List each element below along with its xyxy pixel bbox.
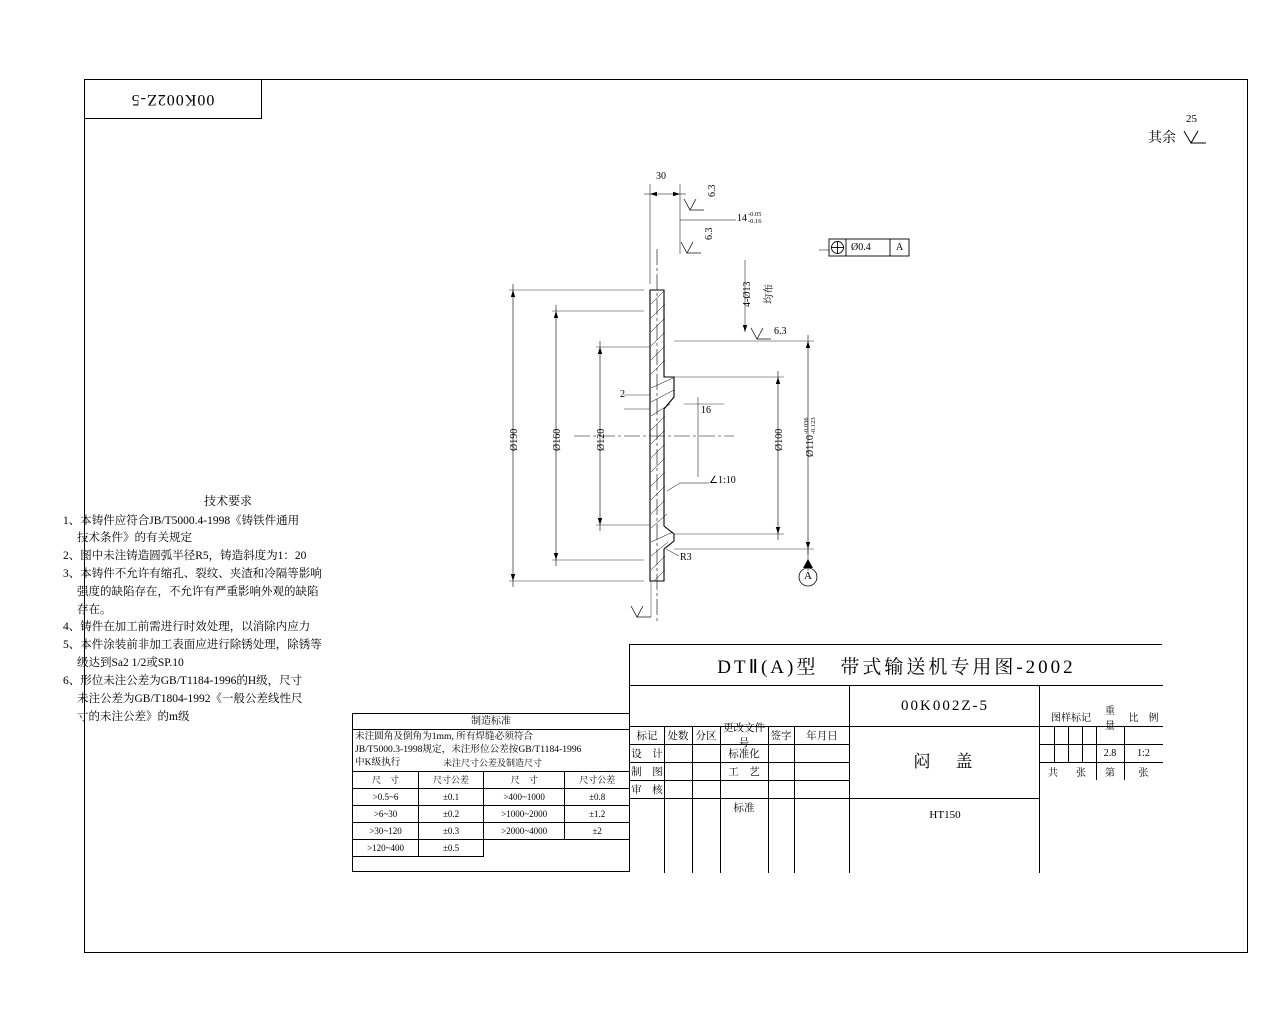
technical-requirements bbox=[63, 492, 393, 726]
mfg-table-line: 未注圆角及倒角为1mm, 所有焊缝必须符合 bbox=[355, 731, 534, 742]
role-process: 工 艺 bbox=[728, 766, 760, 778]
scale-label: 比 例 bbox=[1128, 713, 1159, 724]
mfg-table-header: 制造标准 bbox=[353, 714, 629, 730]
sheet-no-label: 第 bbox=[1105, 767, 1115, 779]
tech-note-line: 强度的缺陷存在，不允许有严重影响外观的缺陷 bbox=[77, 585, 319, 598]
dim-d100: Ø100 bbox=[774, 428, 785, 451]
cell: >1000~2000 bbox=[484, 805, 565, 822]
cell: >0.5~6 bbox=[353, 788, 419, 805]
sheet-total-unit: 张 bbox=[1076, 767, 1086, 779]
dim-roughness-6p3-b: 6.3 bbox=[704, 227, 715, 240]
mfg-table-line: JB/T5000.3-1998规定，未注形位公差按GB/T1184-1996 bbox=[355, 743, 582, 755]
general-roughness-value: 25 bbox=[1186, 113, 1197, 125]
signature-grid bbox=[630, 686, 850, 873]
mark-col-5: 年月日 bbox=[806, 730, 838, 742]
cell: >30~120 bbox=[353, 822, 419, 839]
cell: ±0.2 bbox=[419, 805, 484, 822]
dim-hole-14: 14 -0.05 -0.16 bbox=[737, 211, 762, 225]
dim-roughness-6p3-a: 6.3 bbox=[707, 184, 718, 197]
dim-d190: Ø190 bbox=[509, 428, 520, 451]
dim-r3: R3 bbox=[680, 552, 692, 563]
gdt-datum: A bbox=[896, 242, 904, 253]
tech-note-line: 未注公差为GB/T1804-1992《一般公差线性尺 bbox=[77, 692, 303, 705]
tech-note-line: 技术条件》的有关规定 bbox=[77, 532, 192, 545]
dim-taper: ∠1:10 bbox=[709, 475, 736, 486]
col-header: 尺 寸 bbox=[353, 771, 419, 788]
scale-value: 1:2 bbox=[1137, 747, 1150, 759]
general-roughness-label: 其余 bbox=[1148, 131, 1176, 146]
cell: ±0.1 bbox=[419, 788, 484, 805]
drawing-number: 00K002Z-5 bbox=[901, 697, 989, 714]
table-row bbox=[353, 805, 629, 822]
mark-col-3: 更改文件号 bbox=[723, 723, 765, 749]
mark-col-1: 处数 bbox=[667, 730, 689, 742]
dim-2: 2 bbox=[620, 389, 625, 400]
role-draw: 制 图 bbox=[631, 766, 663, 778]
table-row bbox=[353, 822, 629, 839]
tech-note-line: 存在。 bbox=[77, 603, 112, 616]
weight-value: 2.8 bbox=[1103, 747, 1117, 759]
mark-col-0: 标记 bbox=[636, 730, 658, 742]
dim-d120: Ø120 bbox=[596, 428, 607, 451]
tech-note-line: 1、本铸件应符合JB/T5000.4-1998《铸铁件通用 bbox=[63, 514, 300, 527]
stage-label: 图样标记 bbox=[1051, 713, 1091, 724]
cell: >120~400 bbox=[353, 839, 419, 856]
role-standardize: 标准化 bbox=[728, 748, 760, 760]
cell: >6~30 bbox=[353, 805, 419, 822]
dim-d110: Ø110 -0.036 -0.123 bbox=[803, 417, 817, 457]
tech-note-line: 6、形位未注公差为GB/T1184-1996的H级，尺寸 bbox=[63, 674, 303, 687]
tech-notes-title: 技术要求 bbox=[203, 494, 252, 508]
table-header-row bbox=[353, 771, 629, 788]
dim-holes-even: 均布 bbox=[764, 284, 775, 304]
cell: ±0.3 bbox=[419, 822, 484, 839]
cell: >2000~4000 bbox=[484, 822, 565, 839]
title-block bbox=[629, 644, 1162, 872]
col-header: 尺 寸 bbox=[484, 771, 565, 788]
cell: >400~1000 bbox=[484, 788, 565, 805]
cell: ±0.8 bbox=[565, 788, 629, 805]
mark-col-2: 分区 bbox=[695, 730, 717, 742]
dim-holes-4x13: 4-Ø13 bbox=[742, 281, 753, 307]
tolerance-table bbox=[353, 771, 629, 857]
tech-note-line: 4、铸件在加工前需进行时效处理，以消除内应力 bbox=[63, 621, 311, 634]
col-header: 尺寸公差 bbox=[565, 771, 629, 788]
table-row bbox=[353, 839, 629, 856]
drawing-code-vertical: 00K002Z-5 bbox=[130, 91, 215, 108]
role-standard: 标准 bbox=[733, 802, 755, 814]
datum-label-A: A bbox=[804, 570, 812, 582]
cell bbox=[484, 839, 565, 856]
gdt-value: Ø0.4 bbox=[851, 242, 871, 253]
title-block-main-title: DTⅡ(A)型 带式输送机专用图‐2002 bbox=[630, 645, 1163, 686]
tech-note-line: 5、本件涂装前非加工表面应进行除锈处理，除锈等 bbox=[63, 639, 322, 652]
dim-16: 16 bbox=[701, 405, 711, 416]
mfg-table-line: 中K级执行 bbox=[355, 756, 401, 768]
cell: ±0.5 bbox=[419, 839, 484, 856]
cell bbox=[565, 839, 629, 856]
dim-roughness-6p3-c: 6.3 bbox=[774, 326, 787, 337]
part-name: 闷 盖 bbox=[913, 751, 977, 771]
weight-label: 重 量 bbox=[1105, 705, 1125, 732]
tech-note-line: 3、本铸件不允许有缩孔、裂纹、夹渣和冷隔等影响 bbox=[63, 568, 322, 581]
part-identity bbox=[850, 686, 1040, 873]
cell: ±2 bbox=[565, 822, 629, 839]
manufacturing-standard-table bbox=[352, 713, 629, 872]
mfg-table-subheader: 未注尺寸公差及制造尺寸 bbox=[443, 757, 543, 768]
tech-note-line: 2、图中未注铸造圆弧半径R5，铸造斜度为1：20 bbox=[63, 550, 307, 563]
cell: ±1.2 bbox=[565, 805, 629, 822]
role-check: 审 核 bbox=[631, 784, 663, 796]
sheet-total-label: 共 bbox=[1048, 767, 1058, 779]
dim-30: 30 bbox=[656, 171, 666, 182]
tech-note-line: 级达到Sa2 1/2或SP.10 bbox=[77, 657, 184, 670]
col-header: 尺寸公差 bbox=[419, 771, 484, 788]
table-row bbox=[353, 788, 629, 805]
dim-d160: Ø160 bbox=[552, 428, 563, 451]
role-design: 设 计 bbox=[631, 748, 663, 760]
material: HT150 bbox=[929, 809, 961, 821]
tech-note-line: 寸的未注公差》的m级 bbox=[77, 710, 190, 723]
weight-scale-block bbox=[1040, 686, 1163, 873]
sheet-no-unit: 张 bbox=[1138, 767, 1149, 779]
mark-col-4: 签字 bbox=[770, 730, 792, 742]
